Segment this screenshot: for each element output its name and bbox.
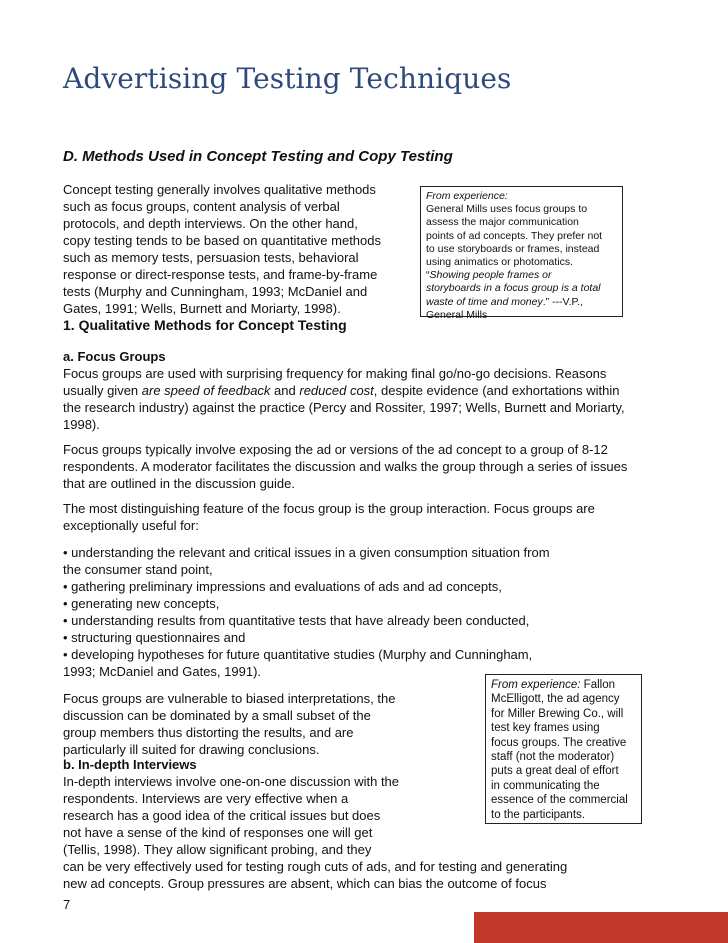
quote-open: “ <box>426 269 430 282</box>
bullet-line: • understanding the relevant and critical issues in a given consumption situation from <box>63 545 550 560</box>
para-line: can be very effectively used for testing rough cuts of ads, and for testing and generating <box>63 859 568 874</box>
para-line: group members thus distorting the results, and are <box>63 725 354 740</box>
callout-line <box>491 678 637 692</box>
focus-groups-heading: a. Focus Groups <box>63 349 166 364</box>
para-line: research has a good idea of the critical issues but does <box>63 808 381 823</box>
callout-line: assess the major communication <box>426 216 579 229</box>
callout-line: focus groups. The creative <box>491 736 627 749</box>
intro-line: Concept testing generally involves qualitative methods <box>63 182 376 197</box>
bullet-line: the consumer stand point, <box>63 562 213 577</box>
bullet-line: • gathering preliminary impressions and evaluations of ads and ad concepts, <box>63 579 502 594</box>
callout-line: General Mills uses focus groups to <box>426 203 588 216</box>
callout-line: staff (not the moderator) <box>491 751 615 764</box>
intro-line: such as memory tests, persuasion tests, behavioral <box>63 250 359 265</box>
emphasis: reduced cost <box>299 383 374 398</box>
callout-label: From experience: <box>491 679 581 691</box>
callout-line: in communicating the <box>491 779 600 792</box>
text-run: Fallon <box>580 679 616 691</box>
para-line: The most distinguishing feature of the focus group is the group interaction. Focus groups are <box>63 501 595 516</box>
callout-label: From experience: <box>426 190 508 202</box>
para-line: the research industry) against the practice (Percy and Rossiter, 1997; Wells, Burnett and Moriarty, <box>63 400 625 415</box>
callout-line: to use storyboards or frames, instead <box>426 242 600 255</box>
callout-line: points of ad concepts. They prefer not <box>426 229 603 242</box>
intro-line: such as focus groups, content analysis of verbal <box>63 199 340 214</box>
para-line: 1998). <box>63 417 100 432</box>
para-line <box>63 382 620 399</box>
para-line: that are outlined in the discussion guide. <box>63 476 295 491</box>
bullet-line: • developing hypotheses for future quantitative studies (Murphy and Cunningham, <box>63 647 533 662</box>
intro-line: Gates, 1991; Wells, Burnett and Moriarty, 1998). <box>63 301 341 316</box>
callout-line: puts a great deal of effort <box>491 765 619 778</box>
callout-line: test key frames using <box>491 722 600 735</box>
emphasis: are speed of feedback <box>141 383 271 398</box>
para-line: exceptionally useful for: <box>63 518 199 533</box>
callout-general-mills <box>420 186 623 321</box>
callout-quote-line <box>426 269 618 282</box>
bullet-line: • generating new concepts, <box>63 596 220 611</box>
callout-line: using animatics or photomatics. <box>426 256 574 269</box>
para-line: (Tellis, 1998). They allow significant probing, and they <box>63 842 372 857</box>
quote-text: Showing people frames or <box>429 269 552 282</box>
para-line: respondents. A moderator facilitates the discussion and walks the group through a series of issues <box>63 459 628 474</box>
quote-text: waste of time and money <box>426 295 543 308</box>
para-line: not have a sense of the kind of responses one will get <box>63 825 373 840</box>
intro-line: tests (Murphy and Cunningham, 1993; McDaniel and <box>63 284 368 299</box>
para-line: Focus groups typically involve exposing the ad or versions of the ad concept to a group of 8-12 <box>63 442 608 457</box>
page-title: Advertising Testing Techniques <box>63 62 512 95</box>
intro-line: copy testing tends to be based on quantitative methods <box>63 233 381 248</box>
callout-quote-line <box>426 296 618 309</box>
text-run: and <box>270 383 300 398</box>
text-run: usually given <box>63 383 142 398</box>
para-line: new ad concepts. Group pressures are absent, which can bias the outcome of focus <box>63 876 547 891</box>
para-line: respondents. Interviews are very effective when a <box>63 791 349 806</box>
section-subheading: D. Methods Used in Concept Testing and Copy Testing <box>63 148 453 165</box>
callout-quote-line: storyboards in a focus group is a total <box>426 282 601 295</box>
bullet-line: 1993; McDaniel and Gates, 1991). <box>63 664 262 679</box>
callout-fallon <box>485 674 642 824</box>
in-depth-heading: b. In-depth Interviews <box>63 757 197 772</box>
para-line: particularly ill suited for drawing conclusions. <box>63 742 320 757</box>
intro-line: protocols, and depth interviews. On the other hand, <box>63 216 358 231</box>
para-line: Focus groups are used with surprising frequency for making final go/no-go decisions. Reasons <box>63 366 607 381</box>
text-run: , despite evidence (and exhortations within <box>373 383 620 398</box>
callout-line: McElligott, the ad agency <box>491 693 620 706</box>
bullet-line: • structuring questionnaires and <box>63 630 246 645</box>
callout-line: essence of the commercial <box>491 794 628 807</box>
para-line: In-depth interviews involve one-on-one discussion with the <box>63 774 400 789</box>
footer-accent-bar <box>474 912 728 943</box>
page-number: 7 <box>63 897 71 912</box>
callout-line: to the participants. <box>491 808 585 821</box>
section-heading: 1. Qualitative Methods for Concept Testing <box>63 317 347 333</box>
intro-line: response or direct-response tests, and frame-by-frame <box>63 267 378 282</box>
para-line: discussion can be dominated by a small subset of the <box>63 708 371 723</box>
quote-close: .” ---V.P., <box>542 295 583 308</box>
para-line: Focus groups are vulnerable to biased interpretations, the <box>63 691 396 706</box>
callout-line: for Miller Brewing Co., will <box>491 707 624 720</box>
callout-line: General Mills <box>426 308 488 321</box>
bullet-line: • understanding results from quantitative tests that have already been conducted, <box>63 613 530 628</box>
